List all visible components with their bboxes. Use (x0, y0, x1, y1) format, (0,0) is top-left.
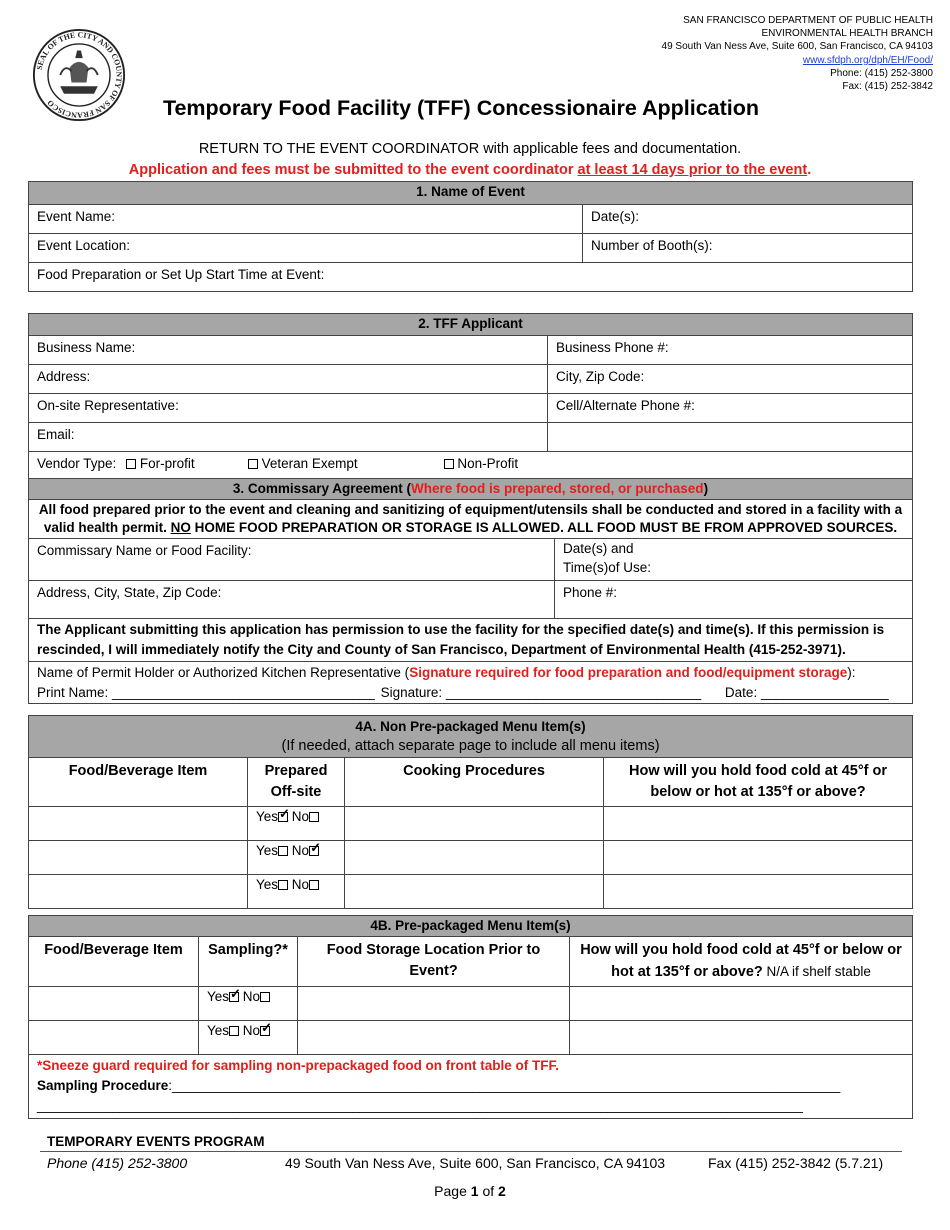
sampling-procedure-field[interactable]: Sampling Procedure:_________________________________________________________________________________________ (37, 1078, 841, 1093)
agency-name: SAN FRANCISCO DEPARTMENT OF PUBLIC HEALTH (683, 15, 933, 26)
permission-statement: The Applicant submitting this application has permission to use the facility for the specified date(s) and time(s). If this permission is rescinded, I will immediately notify the City and County of San Francisco, Department of Environmental Health (415-252-3971). (29, 619, 913, 662)
option-veteran-exempt[interactable]: Veteran Exempt (248, 455, 440, 473)
no-checkbox[interactable] (309, 880, 319, 890)
seal-text: SEAL OF THE CITY AND COUNTY OF SAN FRANCISCO (34, 30, 124, 120)
footer-program: TEMPORARY EVENTS PROGRAM (47, 1134, 265, 1149)
permit-holder-label: Name of Permit Holder or Authorized Kitchen Representative (Signature required for food preparation and food/equipment storage): (37, 665, 856, 680)
email-field[interactable]: Email: (29, 423, 548, 452)
commissary-name-field[interactable]: Commissary Name or Food Facility: (29, 539, 555, 581)
no-checkbox[interactable] (309, 812, 319, 822)
hold-temp-cell[interactable] (570, 1021, 913, 1055)
table-row (29, 807, 913, 841)
no-checkbox[interactable] (260, 992, 270, 1002)
storage-location-cell[interactable] (298, 1021, 570, 1055)
table-row (29, 1021, 913, 1055)
section-2-title: 2. TFF Applicant (29, 314, 913, 336)
agency-header (662, 14, 933, 93)
section-3-title: 3. Commissary Agreement (Where food is prepared, stored, or purchased) (29, 479, 913, 500)
agency-address: 49 South Van Ness Ave, Suite 600, San Francisco, CA 94103 (661, 41, 933, 53)
yes-checkbox[interactable] (229, 992, 239, 1002)
section-4a-subtitle: (If needed, attach separate page to include all menu items) (281, 737, 660, 754)
onsite-rep-field[interactable]: On-site Representative: (29, 394, 548, 423)
prepared-offsite-cell: Yes No (248, 875, 345, 909)
cooking-procedure-cell[interactable] (345, 841, 604, 875)
table-row (29, 875, 913, 909)
section-applicant-commissary (28, 313, 913, 704)
business-phone-field[interactable]: Business Phone #: (548, 336, 913, 365)
food-item-cell[interactable] (29, 807, 248, 841)
deadline-warning: Application and fees must be submitted to the event coordinator at least 14 days prior to the event. (128, 162, 812, 178)
col-storage-location: Food Storage Location Prior to Event? (298, 937, 570, 987)
sampling-cell: Yes No✓ (199, 1021, 298, 1055)
section-1-title: 1. Name of Event (29, 182, 913, 205)
vendor-type-label: Vendor Type: (37, 456, 117, 471)
cooking-procedure-cell[interactable] (345, 875, 604, 909)
commissary-dates-field[interactable]: Date(s) and Time(s)of Use: (555, 539, 913, 581)
sampling-procedure-block (29, 1055, 913, 1119)
agency-fax: Fax: (415) 252-3842 (842, 81, 933, 93)
section-4b-title: 4B. Pre-packaged Menu Item(s) (29, 916, 913, 937)
booth-count-field[interactable]: Number of Booth(s): (583, 234, 913, 263)
return-note: RETURN TO THE EVENT COORDINATOR with applicable fees and documentation. (198, 141, 742, 157)
hold-temp-cell[interactable] (604, 875, 913, 909)
agency-branch: ENVIRONMENTAL HEALTH BRANCH (761, 28, 933, 40)
col-prepared-offsite: Prepared Off-site (248, 758, 345, 807)
city-zip-field[interactable]: City, Zip Code: (548, 365, 913, 394)
page-number: Page 1 of 2 (434, 1183, 506, 1199)
commissary-address-field[interactable]: Address, City, State, Zip Code: (29, 581, 555, 619)
col-food-item: Food/Beverage Item (29, 937, 199, 987)
yes-checkbox[interactable] (278, 812, 288, 822)
footer-phone: Phone (415) 252-3800 (47, 1155, 188, 1171)
sampling-procedure-line-2[interactable]: ______________________________________________________________________________________________________ (37, 1098, 803, 1113)
no-checkbox[interactable] (260, 1026, 270, 1036)
yes-checkbox[interactable] (278, 880, 288, 890)
no-checkbox[interactable] (309, 846, 319, 856)
checkbox-non-profit[interactable] (444, 459, 454, 469)
agency-website-link[interactable]: www.sfdph.org/dph/EH/Food/ (802, 54, 933, 66)
commissary-phone-field[interactable]: Phone #: (555, 581, 913, 619)
col-food-item: Food/Beverage Item (29, 758, 248, 807)
address-field[interactable]: Address: (29, 365, 548, 394)
event-location-field[interactable]: Event Location: (29, 234, 583, 263)
yes-checkbox[interactable] (278, 846, 288, 856)
agency-phone: Phone: (415) 252-3800 (830, 67, 933, 79)
option-for-profit[interactable]: For-profit (126, 455, 222, 473)
hold-temp-cell[interactable] (604, 841, 913, 875)
section-4a-title: 4A. Non Pre-packaged Menu Item(s) (355, 719, 586, 734)
business-name-field[interactable]: Business Name: (29, 336, 548, 365)
footer-divider (40, 1151, 902, 1152)
page-title: Temporary Food Facility (TFF) Concessionaire Application (162, 96, 760, 120)
sneeze-guard-note: *Sneeze guard required for sampling non-prepackaged food on front table of TFF. (37, 1058, 560, 1073)
table-row (29, 987, 913, 1021)
prepared-offsite-cell: Yes✓ No (248, 807, 345, 841)
hold-temp-cell[interactable] (604, 807, 913, 841)
footer-address: 49 South Van Ness Ave, Suite 600, San Francisco, CA 94103 (285, 1155, 666, 1171)
food-item-cell[interactable] (29, 1021, 199, 1055)
blank-field (548, 423, 913, 452)
sampling-cell: Yes✓ No (199, 987, 298, 1021)
signature-field[interactable]: Signature: __________________________________ (380, 684, 702, 700)
cell-phone-field[interactable]: Cell/Alternate Phone #: (548, 394, 913, 423)
commissary-notice: All food prepared prior to the event and cleaning and sanitizing of equipment/utensils shall be conducted and stored in a facility with a valid health permit. NO HOME FOOD PREPARATION OR STORAGE IS ALLOWED. ALL FOOD MUST BE FROM APPROVED SOURCES. (29, 500, 913, 539)
section-4a-menu (28, 715, 913, 909)
food-item-cell[interactable] (29, 987, 199, 1021)
checkbox-veteran-exempt[interactable] (248, 459, 258, 469)
yes-checkbox[interactable] (229, 1026, 239, 1036)
prepared-offsite-cell: Yes No✓ (248, 841, 345, 875)
food-item-cell[interactable] (29, 841, 248, 875)
signature-date-field[interactable]: Date: _________________ (724, 684, 889, 700)
section-4a-header (29, 716, 913, 758)
table-row (29, 841, 913, 875)
section-event (28, 181, 913, 292)
col-hold-temp: How will you hold food cold at 45°f or below or hot at 135°f or above? (604, 758, 913, 807)
event-name-field[interactable]: Event Name: (29, 205, 583, 234)
footer-fax: Fax (415) 252-3842 (5.7.21) (708, 1155, 884, 1171)
prep-start-time-field[interactable]: Food Preparation or Set Up Start Time at Event: (29, 263, 913, 292)
cooking-procedure-cell[interactable] (345, 807, 604, 841)
section-4b-menu (28, 915, 913, 1119)
col-sampling: Sampling?* (199, 937, 298, 987)
checkbox-for-profit[interactable] (126, 459, 136, 469)
food-item-cell[interactable] (29, 875, 248, 909)
col-cooking-procedures: Cooking Procedures (345, 758, 604, 807)
storage-location-cell[interactable] (298, 987, 570, 1021)
print-name-field[interactable]: Print Name: ___________________________________ (37, 684, 375, 700)
vendor-type-row (29, 452, 913, 479)
signature-block (29, 662, 913, 704)
event-dates-field[interactable]: Date(s): (583, 205, 913, 234)
hold-temp-cell[interactable] (570, 987, 913, 1021)
col-hold-temp: How will you hold food cold at 45°f or below or hot at 135°f or above? N/A if shelf stable (570, 937, 913, 987)
option-non-profit[interactable]: Non-Profit (444, 455, 519, 473)
